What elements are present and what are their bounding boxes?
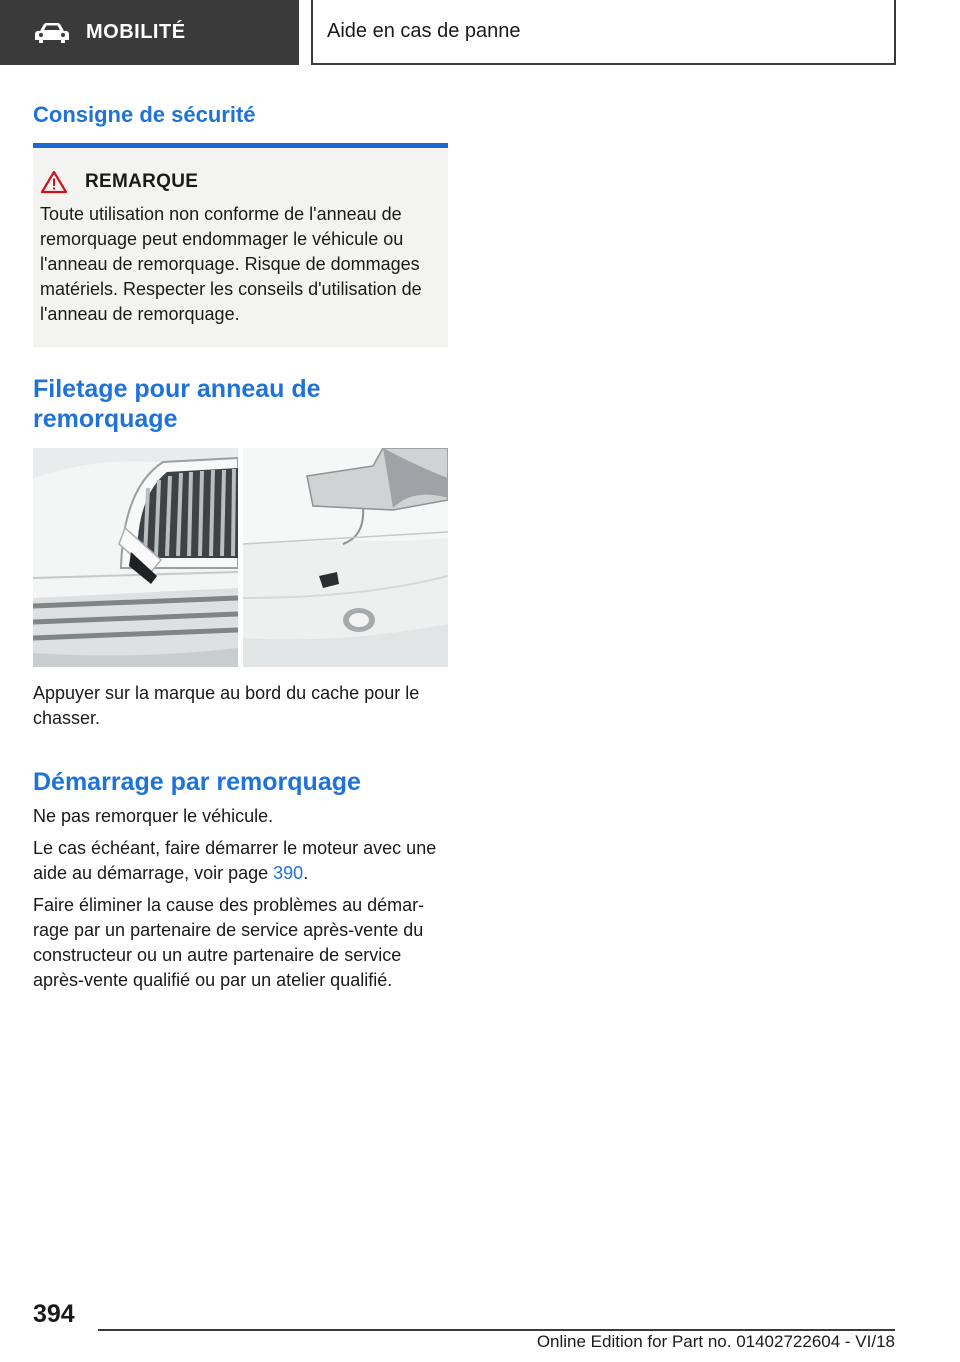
car-icon (34, 22, 70, 44)
paragraph-jump-aid-text: Le cas échéant, faire démarrer le moteur avec une aide au démarrage, voir page (33, 838, 437, 883)
safety-heading: Consigne de sécurité (33, 102, 256, 127)
thread-heading: Filetage pour anneau de remorquage (33, 375, 321, 433)
notice-text: Toute utilisation non conforme de l'anneau de remorquage peut endommager le véhicule ou l'anneau de remorquage. Risque de dommages matériels. Respecter les conseils d'utilisation de l'anneau de remorquage. (40, 204, 422, 324)
section-label: MOBILITÉ (86, 21, 186, 43)
rear-bumper-illustration (243, 448, 448, 667)
figure-caption: Appuyer sur la marque au bord du cache pour le chasser. (33, 683, 420, 728)
notice-title: REMARQUE (85, 171, 199, 192)
notice-header (40, 170, 438, 194)
page-number: 394 (33, 1300, 75, 1328)
chapter-title: Aide en cas de panne (327, 20, 521, 42)
front-bumper-illustration (33, 448, 238, 667)
page-reference-link[interactable]: 390 (273, 863, 304, 883)
notice-box (33, 143, 448, 347)
paragraph-jump-aid (33, 836, 448, 886)
header-section-tab (0, 0, 299, 65)
footer-edition: Online Edition for Part no. 01402722604 - VI/18 (536, 1332, 895, 1351)
tow-eye-figure (33, 448, 448, 667)
jump-start-heading: Démarrage par remorquage (33, 768, 361, 796)
paragraph-no-tow: Ne pas remorquer le véhicule. (33, 806, 274, 826)
footer-rule (98, 1329, 895, 1331)
header-chapter-box (311, 0, 896, 65)
paragraph-jump-aid-end: . (303, 863, 309, 883)
paragraph-service: Faire éliminer la cause des problèmes au démar-rage par un partenaire de service après-vente du constructeur ou un autre partenaire de service après-vente qualifié ou par un atelier qualifié. (33, 895, 425, 990)
warning-triangle-icon (40, 170, 68, 194)
